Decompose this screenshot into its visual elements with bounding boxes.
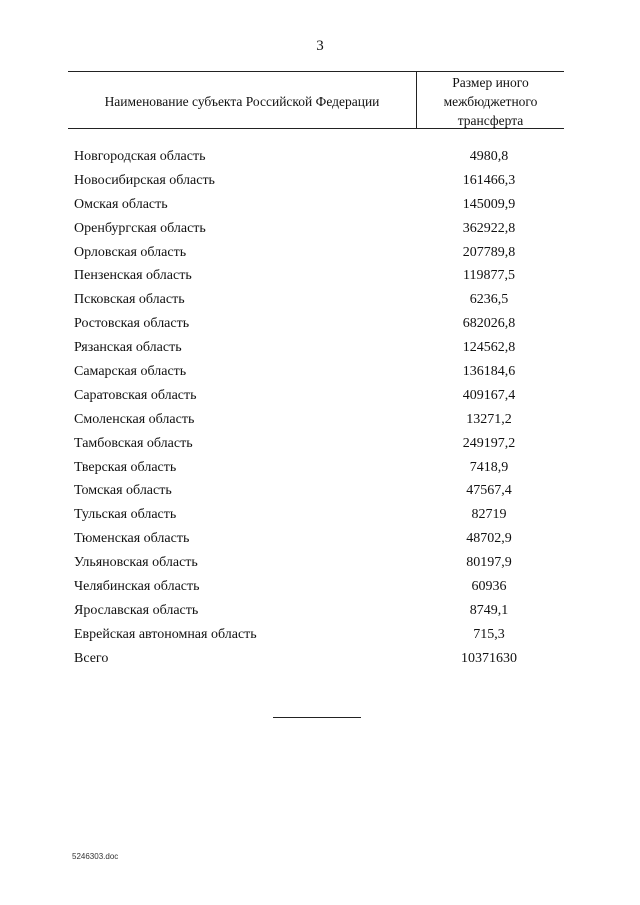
page-number: 3 [316, 38, 324, 54]
row-subject-name: Оренбургская область [74, 220, 206, 236]
table-row [68, 503, 564, 527]
row-transfer-amount: 409167,4 [462, 387, 516, 403]
row-transfer-amount: 8749,1 [469, 602, 509, 618]
row-transfer-amount: 136184,6 [462, 363, 516, 379]
row-subject-name: Новгородская область [74, 148, 206, 164]
row-subject-name: Новосибирская область [74, 172, 215, 188]
row-transfer-amount: 47567,4 [466, 483, 512, 499]
row-transfer-amount: 161466,3 [462, 172, 516, 188]
table-row [68, 623, 564, 647]
row-subject-name: Томская область [74, 483, 172, 499]
end-of-document-line [273, 717, 361, 718]
table-row [68, 241, 564, 265]
table-row [68, 169, 564, 193]
row-transfer-amount: 13271,2 [466, 411, 512, 427]
row-subject-name: Тамбовская область [74, 435, 193, 451]
row-subject-name: Орловская область [74, 244, 187, 260]
header-subject-name: Наименование субъекта Российской Федерации [104, 93, 380, 109]
row-subject-name: Ростовская область [74, 316, 190, 332]
table-row [68, 527, 564, 551]
row-subject-name: Самарская область [74, 363, 187, 379]
row-subject-name: Омская область [74, 196, 168, 212]
row-subject-name: Тульская область [74, 507, 177, 523]
row-subject-name: Тверская область [74, 459, 177, 475]
row-transfer-amount: 249197,2 [462, 435, 516, 451]
row-transfer-amount: 362922,8 [462, 220, 516, 236]
row-transfer-amount: 207789,8 [462, 244, 516, 260]
table-row [68, 384, 564, 408]
table-body [68, 145, 564, 671]
table-row [68, 288, 564, 312]
row-subject-name: Еврейская автономная область [74, 626, 257, 642]
row-subject-name: Челябинская область [74, 578, 200, 594]
row-subject-name: Ульяновская область [74, 555, 198, 571]
table-row [68, 217, 564, 241]
row-transfer-amount: 80197,9 [466, 555, 512, 571]
row-transfer-amount: 119877,5 [463, 268, 515, 284]
row-transfer-amount: 60936 [471, 578, 507, 594]
row-subject-name: Ярославская область [74, 602, 199, 618]
table-row [68, 551, 564, 575]
row-subject-name: Псковская область [74, 292, 185, 308]
table-row [68, 599, 564, 623]
table-row [68, 193, 564, 217]
row-subject-name: Тюменская область [74, 531, 190, 547]
table-row [68, 432, 564, 456]
row-transfer-amount: 145009,9 [462, 196, 516, 212]
row-transfer-amount: 7418,9 [469, 459, 509, 475]
row-total-amount: 10371630 [461, 650, 517, 666]
header-transfer-amount: Размер иного межбюджетного трансферта [443, 74, 538, 128]
row-transfer-amount: 124562,8 [462, 340, 516, 356]
table-row-total [68, 647, 564, 671]
footer-file-name: 5246303.doc [72, 852, 119, 861]
table-row [68, 456, 564, 480]
row-subject-name: Саратовская область [74, 387, 197, 403]
row-transfer-amount: 4980,8 [469, 148, 509, 164]
row-transfer-amount: 82719 [471, 507, 507, 523]
row-total-label: Всего [74, 650, 109, 666]
row-subject-name: Смоленская область [74, 411, 195, 427]
table-row [68, 336, 564, 360]
row-subject-name: Пензенская область [74, 268, 192, 284]
table-header [68, 72, 564, 128]
table-row [68, 264, 564, 288]
row-transfer-amount: 715,3 [473, 626, 505, 642]
row-transfer-amount: 6236,5 [469, 292, 509, 308]
table-row [68, 360, 564, 384]
table-row [68, 312, 564, 336]
row-subject-name: Рязанская область [74, 340, 182, 356]
table-row [68, 408, 564, 432]
table-row [68, 479, 564, 503]
row-transfer-amount: 48702,9 [466, 531, 512, 547]
table-row [68, 145, 564, 169]
transfer-table [68, 71, 564, 671]
row-transfer-amount: 682026,8 [462, 316, 516, 332]
table-row [68, 575, 564, 599]
